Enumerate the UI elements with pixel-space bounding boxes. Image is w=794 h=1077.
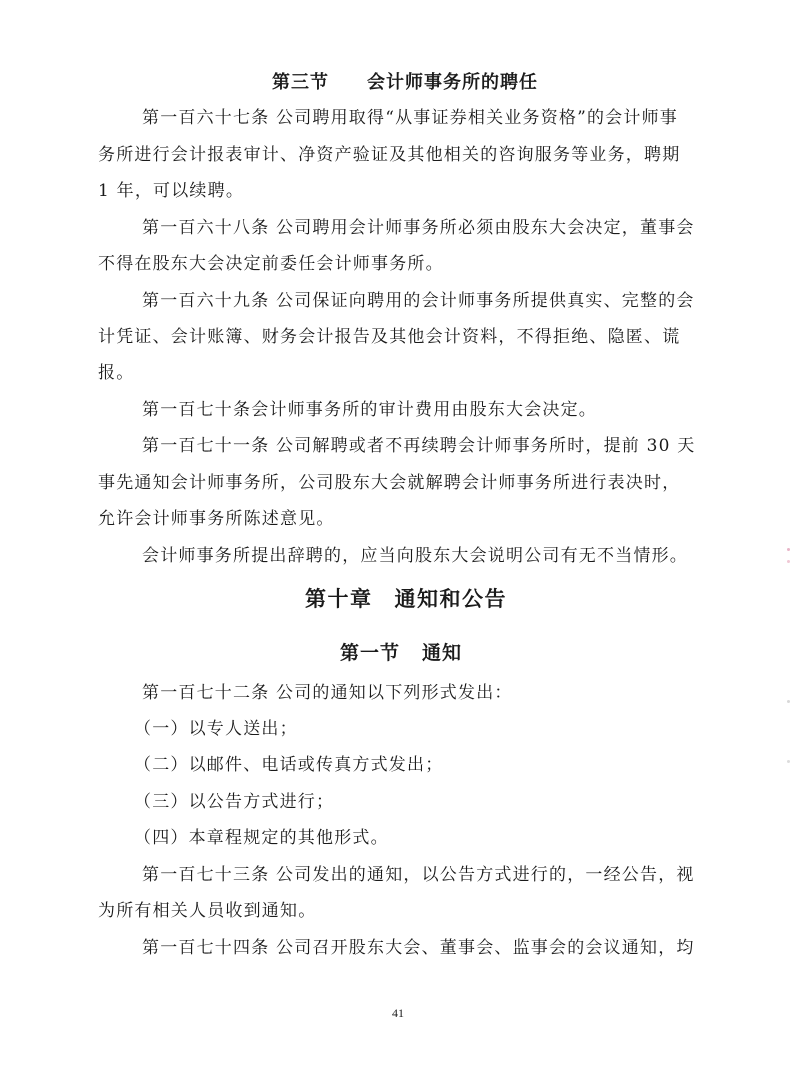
article-169-line-1: 第一百六十九条 公司保证向聘用的会计师事务所提供真实、完整的会 xyxy=(142,291,695,311)
article-167-line-2: 务所进行会计报表审计、净资产验证及其他相关的咨询服务等业务，聘期 xyxy=(98,145,681,165)
article-171-line-1: 第一百七十一条 公司解聘或者不再续聘会计师事务所时，提前 30 天 xyxy=(142,436,696,456)
chapter-title: 通知和公告 xyxy=(394,587,507,611)
chapter-label: 第十章 xyxy=(305,587,373,611)
article-172-intro: 第一百七十二条 公司的通知以下列形式发出： xyxy=(142,683,513,703)
article-173-line-2: 为所有相关人员收到通知。 xyxy=(98,901,317,921)
chapter-heading xyxy=(305,583,507,613)
article-170-line-1: 第一百七十条会计师事务所的审计费用由股东大会决定。 xyxy=(142,400,597,420)
article-172-item-4: （四）本章程规定的其他形式。 xyxy=(134,828,389,848)
scan-mark xyxy=(787,760,790,763)
article-172-item-2: （二）以邮件、电话或传真方式发出； xyxy=(134,755,444,775)
scan-mark xyxy=(787,700,790,703)
article-173-line-1: 第一百七十三条 公司发出的通知，以公告方式进行的，一经公告，视 xyxy=(142,865,695,885)
section-label: 第三节 xyxy=(272,72,329,93)
scan-mark xyxy=(787,560,790,563)
article-169-line-2: 计凭证、会计账簿、财务会计报告及其他会计资料，不得拒绝、隐匿、谎 xyxy=(98,327,681,347)
article-171-paragraph-2: 会计师事务所提出辞聘的，应当向股东大会说明公司有无不当情形。 xyxy=(142,546,688,566)
section-heading xyxy=(272,68,538,94)
subsection-heading xyxy=(340,638,462,665)
subsection-title: 通知 xyxy=(422,642,463,664)
article-169-line-3: 报。 xyxy=(98,363,135,383)
page-number: 41 xyxy=(392,1006,404,1020)
article-171-line-3: 允许会计师事务所陈述意见。 xyxy=(98,509,335,529)
article-174-line-1: 第一百七十四条 公司召开股东大会、董事会、监事会的会议通知，均 xyxy=(142,938,695,958)
section-title: 会计师事务所的聘任 xyxy=(367,72,538,93)
article-168-line-2: 不得在股东大会决定前委任会计师事务所。 xyxy=(98,254,444,274)
article-172-item-3: （三）以公告方式进行； xyxy=(134,792,335,812)
article-167-line-3: 1 年，可以续聘。 xyxy=(98,181,245,201)
subsection-label: 第一节 xyxy=(340,642,401,664)
scan-mark xyxy=(787,548,790,551)
article-172-item-1: （一）以专人送出； xyxy=(134,719,298,739)
article-167-line-1: 第一百六十七条 公司聘用取得“从事证券相关业务资格”的会计师事 xyxy=(142,108,678,128)
article-171-line-2: 事先通知会计师事务所，公司股东大会就解聘会计师事务所进行表决时， xyxy=(98,473,681,493)
article-168-line-1: 第一百六十八条 公司聘用会计师事务所必须由股东大会决定，董事会 xyxy=(142,218,695,238)
